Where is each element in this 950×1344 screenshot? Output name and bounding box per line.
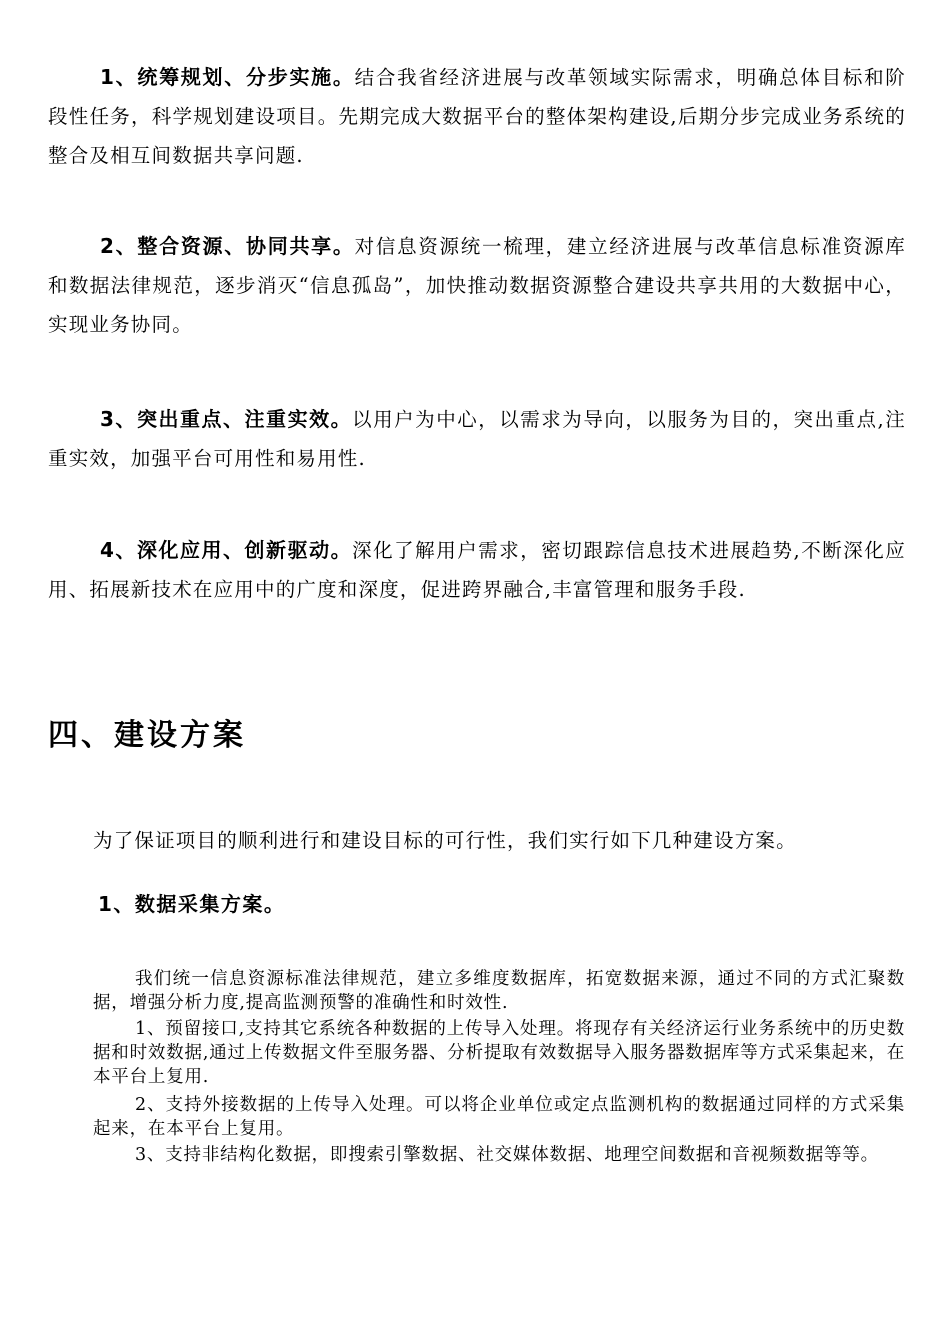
principle-text-2: 对信息资源统一梳理，建立经济进展与改革信息标准资源库和数据法律规范，逐步消灭“信息孤岛”，加快推动数据资源整合建设共享共用的大数据中心，实现业务协同。 (48, 235, 906, 336)
section-title: 四、建设方案 (48, 718, 246, 753)
principle-text-4: 深化了解用户需求，密切跟踪信息技术进展趋势,不断深化应用、拓展新技术在应用中的广度和深度，促进跨界融合,丰富管理和服务手段. (48, 539, 906, 601)
section-intro: 为了保证项目的顺利进行和建设目标的可行性，我们实行如下几种建设方案。 (93, 829, 797, 852)
collection-paragraph-2: 1、预留接口,支持其它系统各种数据的上传导入处理。将现存有关经济运行业务系统中的历史数据和时效数据,通过上传数据文件至服务器、分析提取有效数据导入服务器数据库等方式采集起来，在本平台上复用. (93, 1019, 905, 1087)
principle-heading-1: 1、统筹规划、分步实施。 (100, 65, 355, 89)
principle-paragraph-4 (48, 531, 906, 609)
principle-heading-4: 4、深化应用、创新驱动。 (100, 538, 353, 562)
collection-paragraph-4: 3、支持非结构化数据，即搜索引擎数据、社交媒体数据、地理空间数据和音视频数据等等。 (135, 1145, 879, 1165)
principle-paragraph-1 (48, 58, 906, 175)
collection-paragraph-3: 2、支持外接数据的上传导入处理。可以将企业单位或定点监测机构的数据通过同样的方式采集起来，在本平台上复用。 (93, 1095, 905, 1139)
principle-heading-2: 2、整合资源、协同共享。 (100, 234, 355, 258)
principle-text-3: 以用户为中心，以需求为导向，以服务为目的，突出重点,注重实效，加强平台可用性和易用性. (48, 408, 906, 470)
principle-text-1: 结合我省经济进展与改革领域实际需求，明确总体目标和阶段性任务，科学规划建设项目。先期完成大数据平台的整体架构建设,后期分步完成业务系统的整合及相互间数据共享问题. (48, 66, 906, 167)
principle-heading-3: 3、突出重点、注重实效。 (100, 407, 353, 431)
subsection-heading: 1、数据采集方案。 (98, 892, 286, 916)
principle-paragraph-3 (48, 400, 906, 478)
principle-paragraph-2 (48, 227, 906, 344)
collection-paragraph-1: 我们统一信息资源标准法律规范，建立多维度数据库，拓宽数据来源，通过不同的方式汇聚数据，增强分析力度,提高监测预警的准确性和时效性. (93, 969, 905, 1013)
